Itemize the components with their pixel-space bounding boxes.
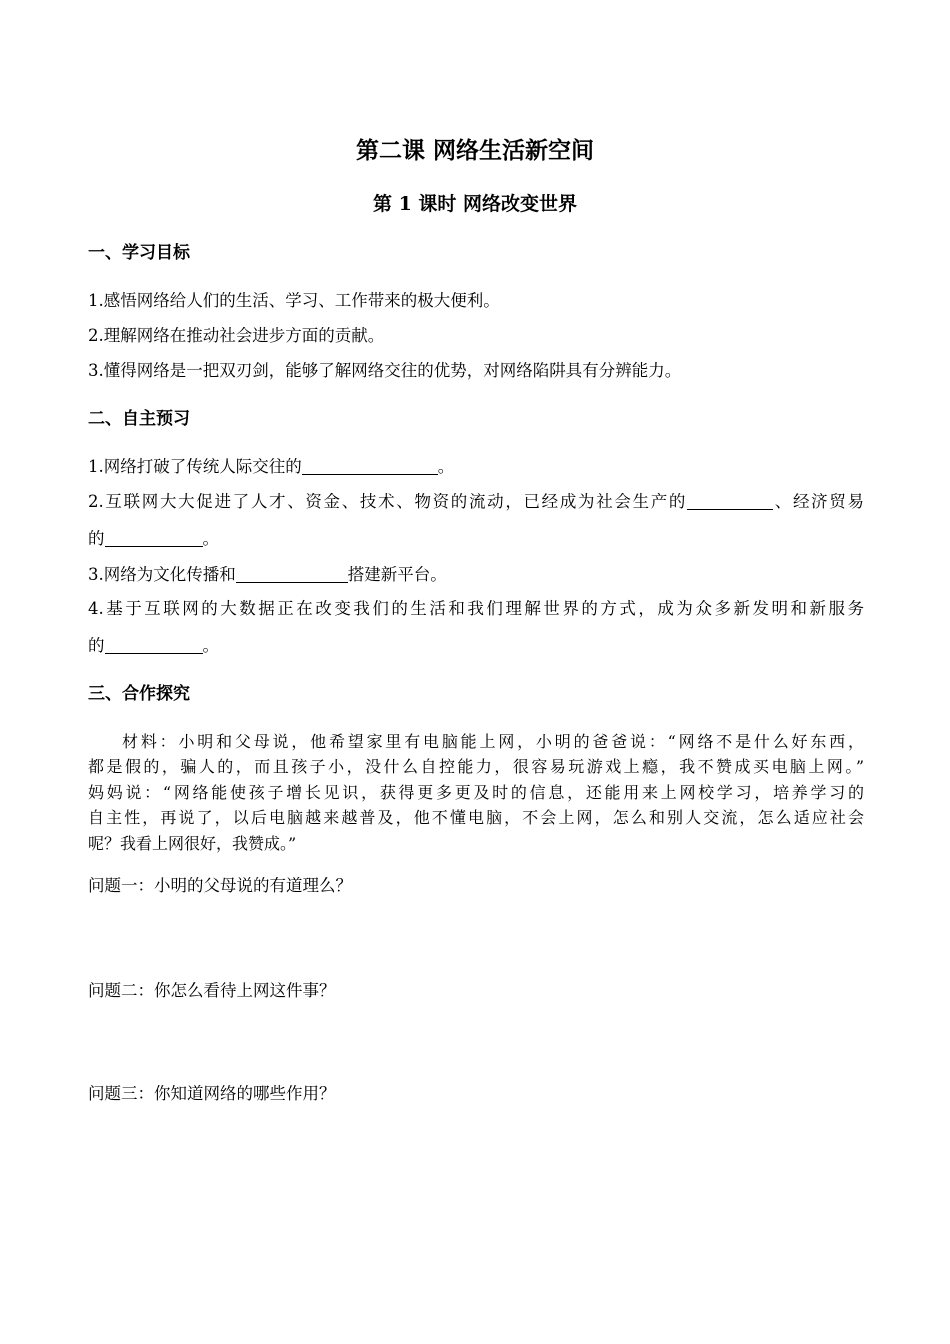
section-heading-self-preview: 二、自主预习: [88, 409, 190, 429]
material-line: 呢？我看上网很好，我赞成。”: [88, 833, 297, 853]
preview-item-2: [88, 490, 864, 514]
material-line: 材料：小明和父母说，他希望家里有电脑能上网，小明的爸爸说：“网络不是什么好东西，: [122, 732, 864, 751]
preview-item-text: 。: [202, 529, 219, 548]
preview-item-1: [88, 455, 454, 479]
question-1: 问题一：小明的父母说的有道理么？: [88, 876, 352, 895]
question-2: 问题二：你怎么看待上网这件事？: [88, 981, 336, 1000]
preview-item-text: 、经济贸易: [773, 492, 864, 511]
preview-item-text: 搭建新平台。: [347, 565, 447, 584]
preview-item-text: 2.互联网大大促进了人才、资金、技术、物资的流动，已经成为社会生产的: [88, 492, 688, 511]
preview-item-4-continued: [88, 634, 219, 658]
learning-goal-item: 2.理解网络在推动社会进步方面的贡献。: [88, 326, 385, 345]
learning-goal-item: 1.感悟网络给人们的生活、学习、工作带来的极大便利。: [88, 291, 500, 310]
material-line: 妈妈说：“网络能使孩子增长见识，获得更多更及时的信息，还能用来上网校学习，培养学习的: [88, 782, 864, 802]
preview-item-text: 。: [437, 457, 455, 476]
preview-item-3: [88, 563, 447, 587]
fill-in-blank[interactable]: [105, 635, 203, 654]
section-heading-learning-goals: 一、学习目标: [88, 243, 190, 263]
section-heading-cooperative-inquiry: 三、合作探究: [88, 684, 190, 704]
preview-item-text: 4.基于互联网的大数据正在改变我们的生活和我们理解世界的方式，成为众多新发明和新服务: [88, 599, 864, 618]
preview-item-2-continued: [88, 527, 219, 551]
material-paragraph: [88, 729, 864, 856]
question-3: 问题三：你知道网络的哪些作用？: [88, 1084, 336, 1103]
preview-item-4: [88, 597, 864, 621]
preview-item-text: 1.网络打破了传统人际交往的: [88, 457, 302, 476]
preview-item-text: 的: [88, 529, 105, 548]
material-line: 都是假的，骗人的，而且孩子小，没什么自控能力，很容易玩游戏上瘾，我不赞成买电脑上网。”: [88, 757, 864, 777]
document-title: 第二课 网络生活新空间: [355, 138, 594, 164]
preview-item-text: 3.网络为文化传播和: [88, 565, 236, 584]
preview-item-text: 的: [88, 636, 105, 655]
preview-item-text: 。: [202, 636, 219, 655]
fill-in-blank[interactable]: [302, 456, 438, 475]
document-subtitle: 第 1 课时 网络改变世界: [372, 193, 578, 215]
fill-in-blank[interactable]: [687, 491, 773, 510]
material-line: 自主性，再说了，以后电脑越来越普及，他不懂电脑，不会上网，怎么和别人交流，怎么适应社会: [88, 808, 864, 828]
fill-in-blank[interactable]: [105, 528, 203, 547]
fill-in-blank[interactable]: [236, 564, 348, 583]
learning-goal-item: 3.懂得网络是一把双刃剑，能够了解网络交往的优势，对网络陷阱具有分辨能力。: [88, 361, 682, 380]
